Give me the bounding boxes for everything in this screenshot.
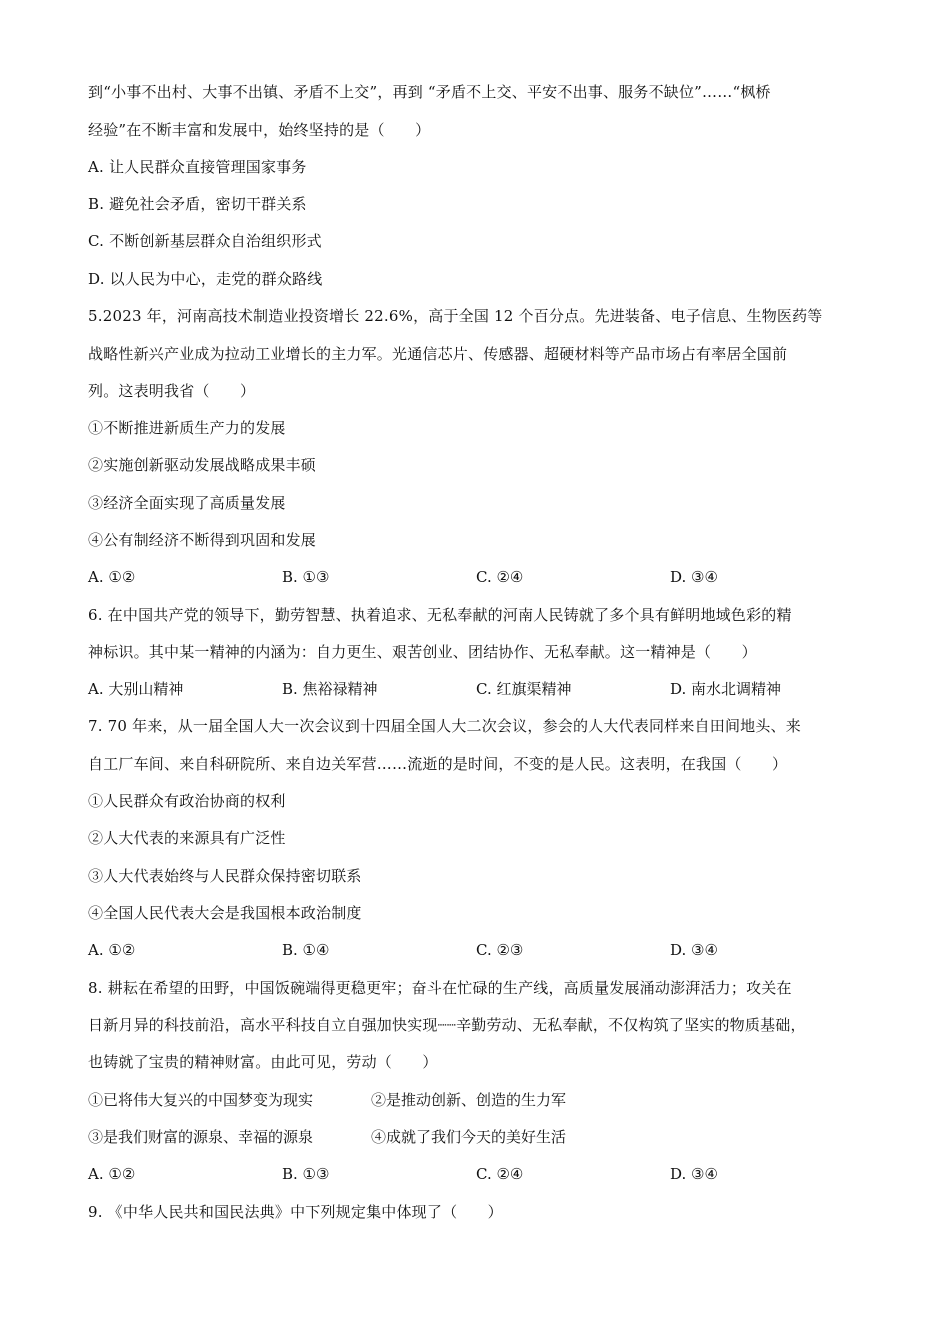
q7-choice-a: A. ①② [88, 941, 136, 959]
q7-stem-line-1: 7. 70 年来，从一届全国人大一次会议到十四届全国人大二次会议，参会的人大代表同样来自田间地头、来 [88, 717, 801, 735]
q4-option-d: D. 以人民为中心，走党的群众路线 [88, 270, 323, 288]
q6-choice-b: B. 焦裕禄精神 [282, 680, 378, 698]
q8-stem-line-1: 8. 耕耘在希望的田野，中国饭碗端得更稳更牢；奋斗在忙碌的生产线，高质量发展涌动澎湃活力；攻关在 [88, 979, 792, 997]
q8-statement-1: ①已将伟大复兴的中国梦变为现实 [88, 1091, 314, 1109]
q5-choices [88, 567, 878, 587]
q8-choices [88, 1164, 878, 1184]
q8-choice-a: A. ①② [88, 1165, 136, 1183]
q8-stem-line-2: 日新月异的科技前沿，高水平科技自立自强加快实现┈┈辛勤劳动、无私奉献，不仅构筑了坚实的物质基础， [88, 1016, 806, 1034]
q8-statement-4: ④成就了我们今天的美好生活 [371, 1128, 567, 1146]
q7-statement-3: ③人大代表始终与人民群众保持密切联系 [88, 867, 362, 885]
q8-statement-3: ③是我们财富的源泉、幸福的源泉 [88, 1128, 314, 1146]
q8-choice-d: D. ③④ [670, 1165, 718, 1183]
q8-statement-row-2 [88, 1127, 878, 1147]
q4-stem-line-2: 经验”在不断丰富和发展中，始终坚持的是（ ） [88, 121, 431, 139]
q6-choice-a: A. 大别山精神 [88, 680, 184, 698]
q4-option-a: A. 让人民群众直接管理国家事务 [88, 158, 307, 176]
q5-choice-d: D. ③④ [670, 568, 718, 586]
q6-choice-c: C. 红旗渠精神 [476, 680, 572, 698]
q6-choice-d: D. 南水北调精神 [670, 680, 782, 698]
q5-statement-4: ④公有制经济不断得到巩固和发展 [88, 531, 317, 549]
q4-stem-line-1: 到“小事不出村、大事不出镇、矛盾不上交”，再到 “矛盾不上交、平安不出事、服务不缺位”……“枫桥 [88, 83, 771, 101]
q7-statement-4: ④全国人民代表大会是我国根本政治制度 [88, 904, 362, 922]
q5-stem-line-3: 列。这表明我省（ ） [88, 382, 256, 400]
q8-stem-line-3: 也铸就了宝贵的精神财富。由此可见，劳动（ ） [88, 1053, 438, 1071]
q5-choice-a: A. ①② [88, 568, 136, 586]
q8-choice-c: C. ②④ [476, 1165, 524, 1183]
q5-statement-1: ①不断推进新质生产力的发展 [88, 419, 286, 437]
q4-option-b: B. 避免社会矛盾，密切干群关系 [88, 195, 307, 213]
q6-choices [88, 679, 878, 699]
q8-statement-row-1 [88, 1090, 878, 1110]
q6-stem-line-1: 6. 在中国共产党的领导下，勤劳智慧、执着追求、无私奉献的河南人民铸就了多个具有鲜明地域色彩的精 [88, 606, 792, 624]
q9-stem-line-1: 9. 《中华人民共和国民法典》中下列规定集中体现了（ ） [88, 1203, 503, 1221]
q7-choice-c: C. ②③ [476, 941, 524, 959]
q7-statement-1: ①人民群众有政治协商的权利 [88, 792, 286, 810]
q7-choice-b: B. ①④ [282, 941, 330, 959]
q8-statement-2: ②是推动创新、创造的生力军 [371, 1091, 567, 1109]
q5-statement-2: ②实施创新驱动发展战略成果丰硕 [88, 456, 317, 474]
q5-stem-line-1: 5.2023 年，河南高技术制造业投资增长 22.6%，高于全国 12 个百分点。先进装备、电子信息、生物医药等 [88, 307, 823, 325]
q7-choice-d: D. ③④ [670, 941, 718, 959]
q5-choice-c: C. ②④ [476, 568, 524, 586]
q4-option-c: C. 不断创新基层群众自治组织形式 [88, 232, 322, 250]
q5-stem-line-2: 战略性新兴产业成为拉动工业增长的主力军。光通信芯片、传感器、超硬材料等产品市场占有率居全国前 [88, 345, 788, 363]
q7-choices [88, 940, 878, 960]
q7-stem-line-2: 自工厂车间、来自科研院所、来自边关军营……流逝的是时间，不变的是人民。这表明，在我国（ ） [88, 755, 788, 773]
q7-statement-2: ②人大代表的来源具有广泛性 [88, 829, 286, 847]
q5-statement-3: ③经济全面实现了高质量发展 [88, 494, 286, 512]
q5-choice-b: B. ①③ [282, 568, 330, 586]
q8-choice-b: B. ①③ [282, 1165, 330, 1183]
q6-stem-line-2: 神标识。其中某一精神的内涵为：自力更生、艰苦创业、团结协作、无私奉献。这一精神是（ ） [88, 643, 757, 661]
